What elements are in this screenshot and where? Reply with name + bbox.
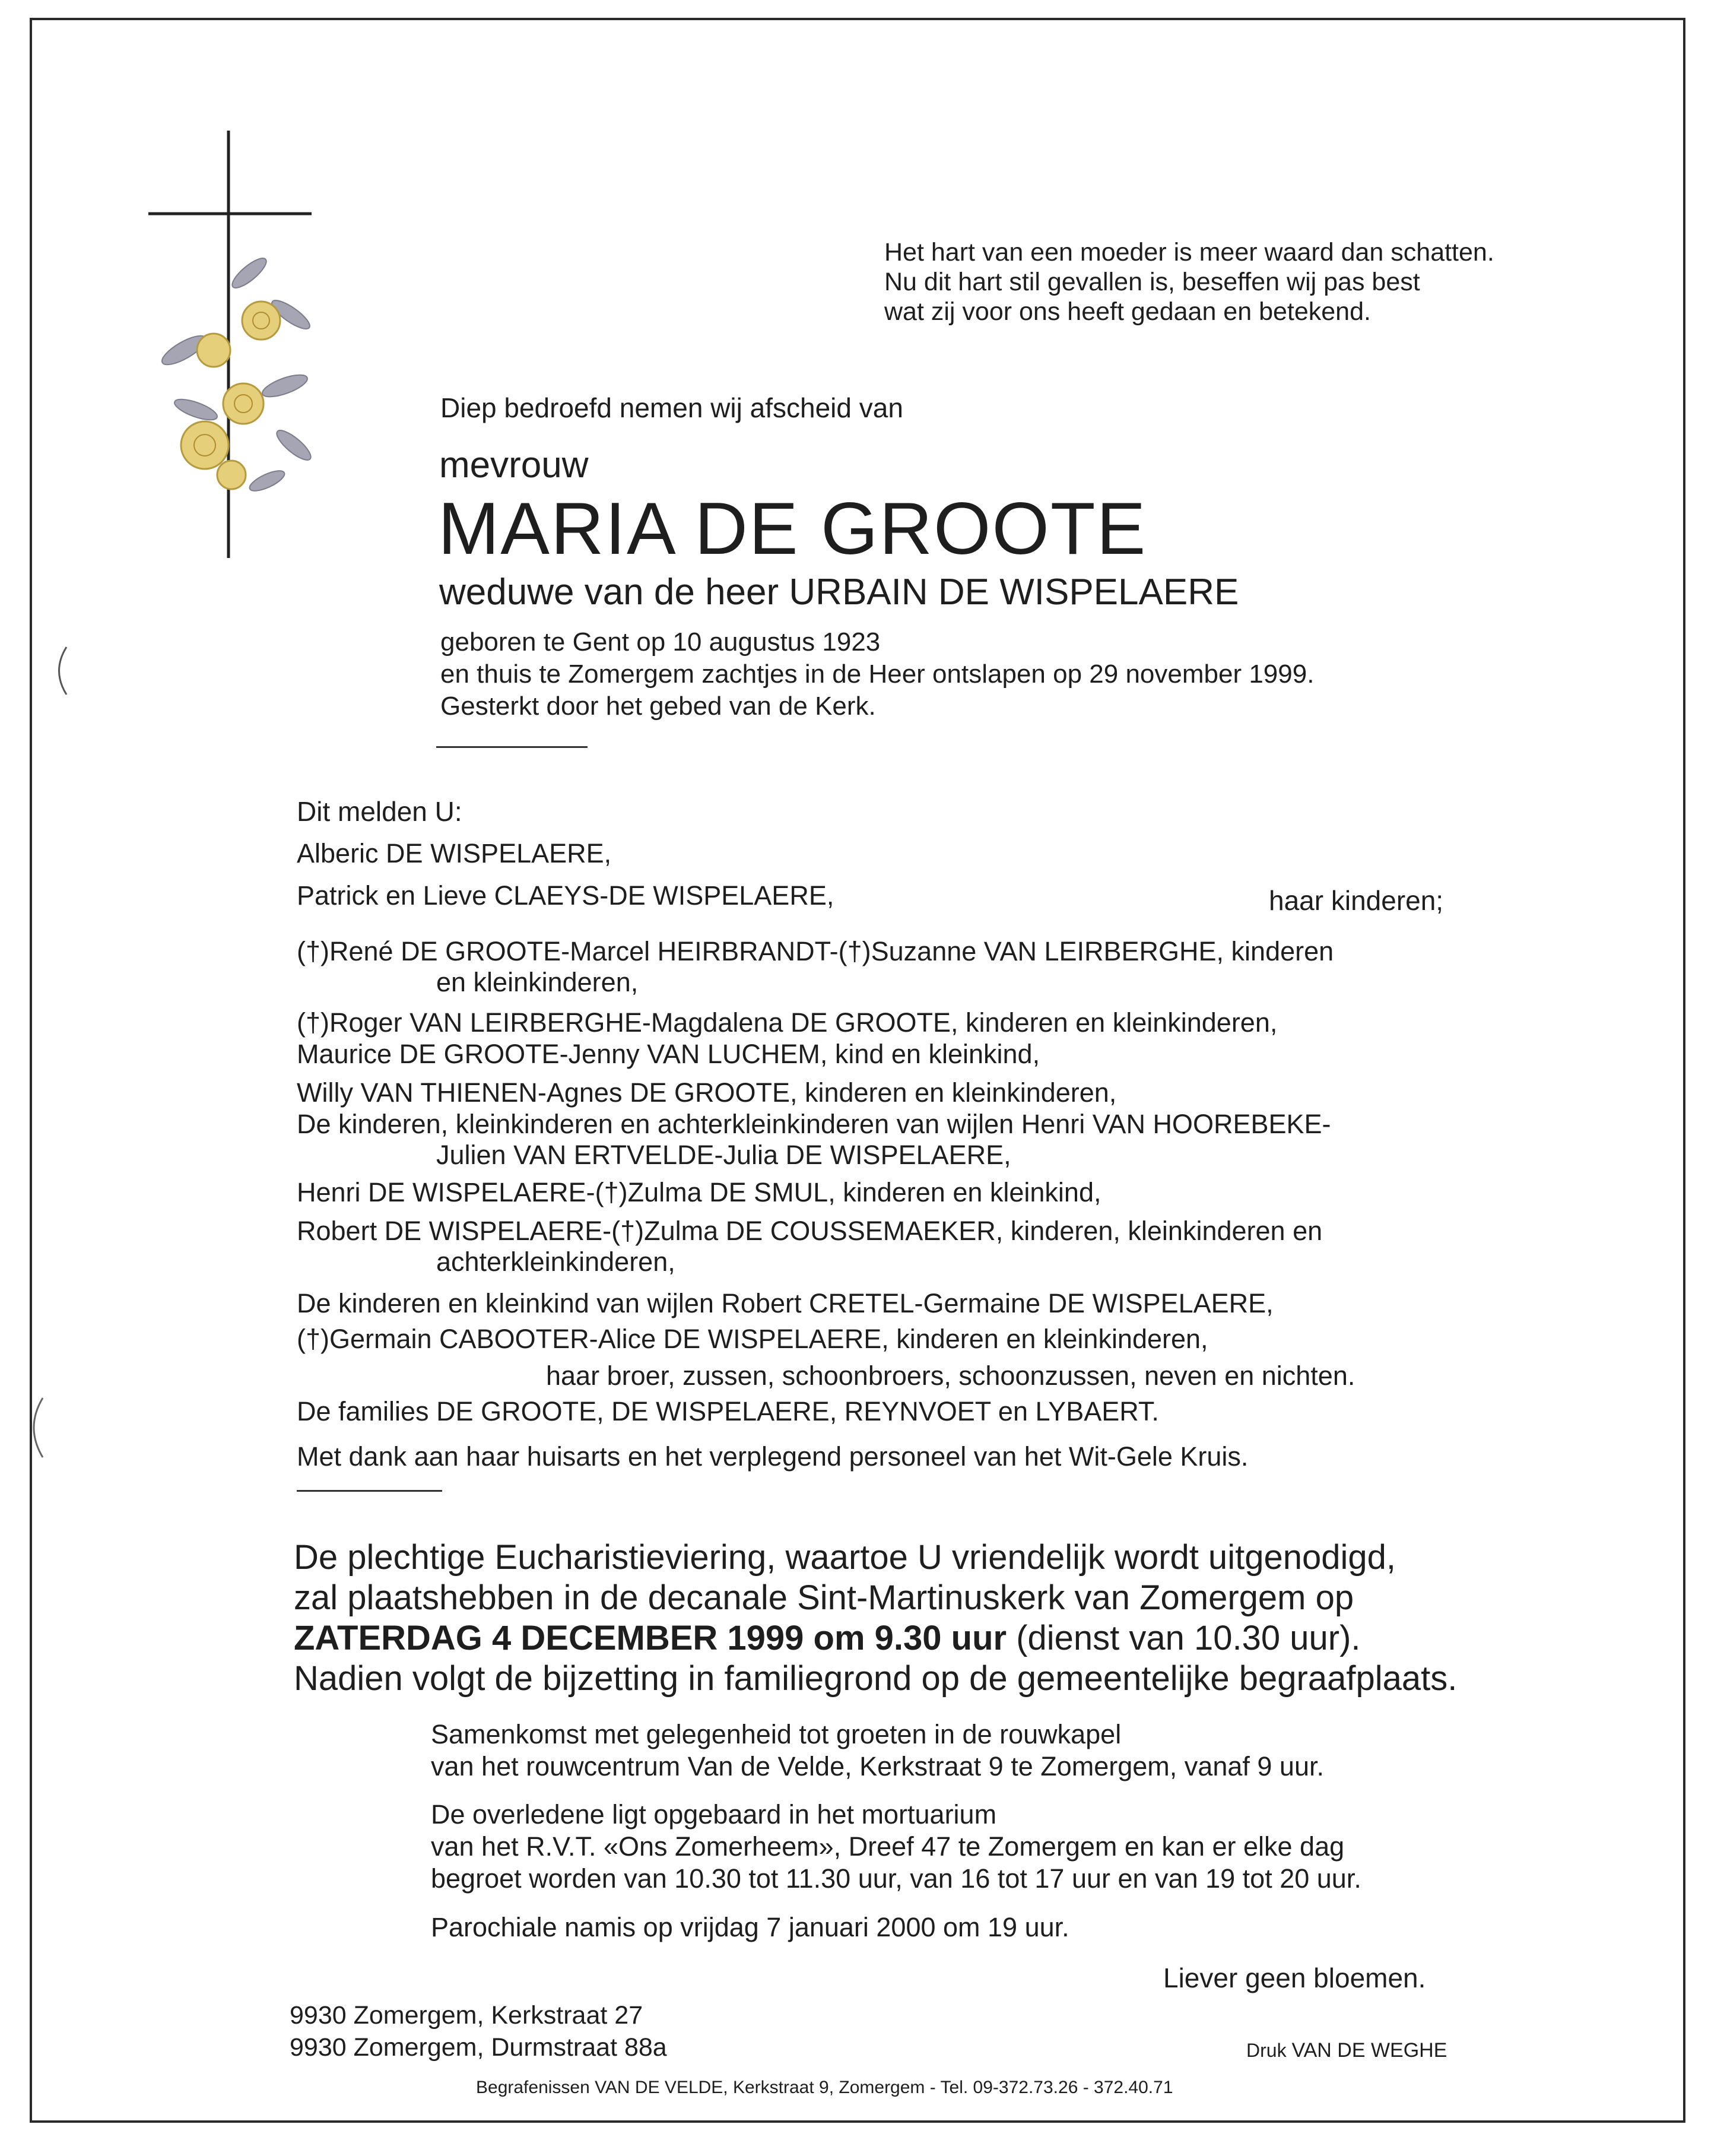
announce-label: Dit melden U: xyxy=(297,796,462,827)
divider xyxy=(297,1490,442,1492)
children-tag: haar kinderen; xyxy=(1269,885,1444,916)
mortuary-info xyxy=(431,1799,1361,1895)
service-line: zal plaatshebben in de decanale Sint-Martinuskerk van Zomergem op xyxy=(294,1578,1354,1617)
service-date: ZATERDAG 4 DECEMBER 1999 om 9.30 uur xyxy=(294,1619,1007,1657)
mortuary-line: begroet worden van 10.30 tot 11.30 uur, van 16 tot 17 uur en van 19 tot 20 uur. xyxy=(431,1863,1361,1894)
poem-line: Nu dit hart stil gevallen is, beseffen wij pas best xyxy=(884,268,1420,296)
family-line: Willy VAN THIENEN-Agnes DE GROOTE, kinderen en kleinkinderen, xyxy=(297,1077,1117,1108)
church-line: Gesterkt door het gebed van de Kerk. xyxy=(440,692,876,721)
service-announcement xyxy=(294,1537,1457,1699)
family-line: De kinderen, kleinkinderen en achterkleinkinderen van wijlen Henri VAN HOOREBEKE- xyxy=(297,1109,1331,1139)
family-line: Met dank aan haar huisarts en het verplegend personeel van het Wit-Gele Kruis. xyxy=(297,1441,1249,1472)
family-line: haar broer, zussen, schoonbroers, schoonzussen, neven en nichten. xyxy=(546,1361,1355,1391)
widow-line: weduwe van de heer URBAIN DE WISPELAERE xyxy=(439,572,1239,613)
parish-mass: Parochiale namis op vrijdag 7 januari 2000 om 19 uur. xyxy=(431,1912,1069,1942)
poem-line: Het hart van een moeder is meer waard dan schatten. xyxy=(884,238,1494,267)
family-line: achterkleinkinderen, xyxy=(436,1247,675,1277)
child-line: Alberic DE WISPELAERE, xyxy=(297,838,612,868)
deceased-name: MARIA DE GROOTE xyxy=(438,488,1147,570)
mortuary-line: van het R.V.T. «Ons Zomerheem», Dreef 47 te Zomergem en kan er elke dag xyxy=(431,1831,1345,1862)
family-line: De kinderen en kleinkind van wijlen Robert CRETEL-Germaine DE WISPELAERE, xyxy=(297,1288,1274,1318)
family-line: (†)René DE GROOTE-Marcel HEIRBRANDT-(†)Suzanne VAN LEIRBERGHE, kinderen xyxy=(297,936,1334,966)
family-line: Maurice DE GROOTE-Jenny VAN LUCHEM, kind en kleinkind, xyxy=(297,1039,1040,1069)
addresses xyxy=(290,1999,667,2063)
printer-credit xyxy=(1246,2039,1447,2062)
service-line: De plechtige Eucharistieviering, waartoe U vriendelijk wordt uitgenodigd, xyxy=(294,1538,1396,1577)
address-line: 9930 Zomergem, Durmstraat 88a xyxy=(290,2033,667,2062)
family-line: Robert DE WISPELAERE-(†)Zulma DE COUSSEMAEKER, kinderen, kleinkinderen en xyxy=(297,1216,1323,1246)
birth-death-details xyxy=(440,626,1314,722)
family-line: (†)Germain CABOOTER-Alice DE WISPELAERE, kinderen en kleinkinderen, xyxy=(297,1324,1208,1354)
punch-mark-icon xyxy=(24,1395,47,1460)
gathering-line: Samenkomst met gelegenheid tot groeten in de rouwkapel xyxy=(431,1719,1122,1749)
child-line: Patrick en Lieve CLAEYS-DE WISPELAERE, xyxy=(297,880,834,911)
undertaker-footer: Begrafenissen VAN DE VELDE, Kerkstraat 9, Zomergem - Tel. 09-372.73.26 - 372.40.71 xyxy=(476,2078,1173,2097)
gathering-line: van het rouwcentrum Van de Velde, Kerkstraat 9 te Zomergem, vanaf 9 uur. xyxy=(431,1751,1324,1781)
poem-line: wat zij voor ons heeft gedaan en betekend. xyxy=(884,297,1371,326)
service-date-line xyxy=(294,1618,1457,1659)
family-line: en kleinkinderen, xyxy=(436,967,639,997)
printer-prefix: Druk xyxy=(1246,2040,1287,2061)
poem xyxy=(884,237,1494,326)
family-line: Julien VAN ERTVELDE-Julia DE WISPELAERE, xyxy=(436,1140,1011,1170)
family-line: De families DE GROOTE, DE WISPELAERE, REYNVOET en LYBAERT. xyxy=(297,1396,1159,1426)
family-line: Henri DE WISPELAERE-(†)Zulma DE SMUL, kinderen en kleinkind, xyxy=(297,1177,1101,1207)
cross-with-roses-icon xyxy=(142,125,344,564)
gathering-info xyxy=(431,1719,1324,1783)
title-prefix: mevrouw xyxy=(439,445,589,486)
service-time-note: (dienst van 10.30 uur). xyxy=(1007,1619,1361,1657)
address-line: 9930 Zomergem, Kerkstraat 27 xyxy=(290,2001,643,2030)
punch-mark-icon xyxy=(49,644,72,697)
divider xyxy=(436,746,588,748)
service-line: Nadien volgt de bijzetting in familiegrond op de gemeentelijke begraafplaats. xyxy=(294,1659,1458,1698)
printer-name: VAN DE WEGHE xyxy=(1291,2039,1447,2062)
mortuary-line: De overledene ligt opgebaard in het mortuarium xyxy=(431,1799,997,1830)
intro-text: Diep bedroefd nemen wij afscheid van xyxy=(440,392,903,423)
family-line: (†)Roger VAN LEIRBERGHE-Magdalena DE GROOTE, kinderen en kleinkinderen, xyxy=(297,1007,1278,1038)
no-flowers-note: Liever geen bloemen. xyxy=(1163,1962,1426,1993)
death-line: en thuis te Zomergem zachtjes in de Heer ontslapen op 29 november 1999. xyxy=(440,660,1315,689)
birth-line: geboren te Gent op 10 augustus 1923 xyxy=(440,627,881,657)
